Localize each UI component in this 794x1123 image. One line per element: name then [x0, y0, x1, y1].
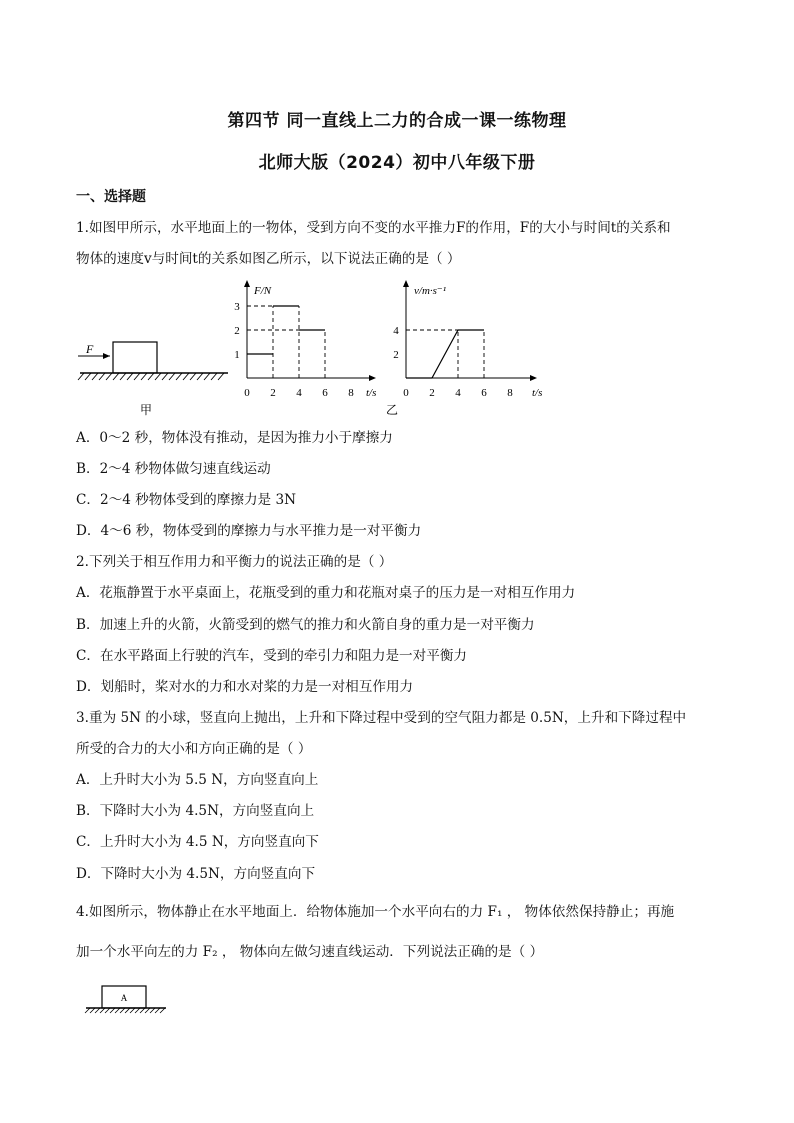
hatch-mark [218, 373, 224, 380]
ground-hatching [78, 373, 224, 380]
graph-v-segment [432, 330, 458, 378]
hatch-mark [110, 1008, 115, 1013]
hatch-mark [155, 373, 161, 380]
q1-option-a[interactable]: A．0～2 秒，物体没有推动，是因为推力小于摩擦力 [76, 430, 393, 446]
hatch-mark [127, 373, 133, 380]
hatch-mark [140, 1008, 145, 1013]
hatch-mark [99, 373, 105, 380]
figure-jia [78, 342, 228, 417]
hatch-mark [162, 373, 168, 380]
graph-v-y-tick-label: 4 [393, 325, 399, 337]
graph-v-ylabel: v/m·s⁻¹ [414, 285, 447, 297]
caption-jia: 甲 [139, 403, 153, 417]
q2-stem: 2.下列关于相互作用力和平衡力的说法正确的是（ ） [76, 554, 393, 570]
hatch-mark [105, 1008, 110, 1013]
graph-v-y-arrow-icon [403, 280, 409, 287]
graph-v-x-tick-label: 8 [507, 387, 513, 399]
graph-f-y-tick-label: 3 [234, 301, 240, 313]
graph-velocity-time [386, 280, 542, 417]
graph-force-time [234, 280, 376, 399]
graph-f-y-tick-label: 2 [234, 325, 240, 337]
hatch-mark [130, 1008, 135, 1013]
hatch-mark [120, 1008, 125, 1013]
hatch-mark [78, 373, 84, 380]
hatch-mark [141, 373, 147, 380]
force-label: F [86, 342, 94, 356]
section-heading: 一、选择题 [76, 189, 146, 205]
graph-v-y-tick-label: 2 [393, 349, 399, 361]
block-object [113, 342, 157, 373]
hatch-mark [120, 373, 126, 380]
q3-option-c[interactable]: C．上升时大小为 4.5 N，方向竖直向下 [76, 834, 319, 850]
hatch-mark [176, 373, 182, 380]
hatch-mark [190, 373, 196, 380]
hatch-mark [169, 373, 175, 380]
hatch-mark [204, 373, 210, 380]
q1-stem-line1: 1.如图甲所示，水平地面上的一物体，受到方向不变的水平推力F的作用，F的大小与时间t的关系和 [76, 220, 671, 236]
q3-stem-line2: 所受的合力的大小和方向正确的是（ ） [76, 741, 312, 757]
graph-f-ylabel: F/N [254, 285, 272, 297]
hatch-mark [135, 1008, 140, 1013]
q1-figure [70, 276, 560, 422]
graph-v-x-arrow-icon [530, 375, 537, 381]
hatch-mark [95, 1008, 100, 1013]
hatch-mark [183, 373, 189, 380]
hatch-mark [85, 373, 91, 380]
hatch-mark [150, 1008, 155, 1013]
hatch-mark [145, 1008, 150, 1013]
graph-f-xlabel: t/s [366, 387, 377, 399]
q4-figure [84, 982, 174, 1022]
hatch-mark [85, 1008, 90, 1013]
q4-stem-line2: 加一个水平向左的力 F₂ ， 物体向左做匀速直线运动．下列说法正确的是（ ） [76, 944, 544, 960]
graph-v-x-tick-label: 2 [429, 387, 435, 399]
graph-v-x-tick-label: 0 [403, 387, 409, 399]
q1-stem-line2: 物体的速度v与时间t的关系如图乙所示，以下说法正确的是（ ） [76, 251, 461, 267]
hatch-mark [115, 1008, 120, 1013]
q4-ground-hatching [85, 1008, 165, 1013]
hatch-mark [197, 373, 203, 380]
worksheet-title: 第四节 同一直线上二力的合成一课一练物理 [227, 111, 567, 131]
q3-stem-line1: 3.重为 5N 的小球，竖直向上抛出，上升和下降过程中受到的空气阻力都是 0.5N，上升和下降过程中 [76, 710, 687, 726]
q2-option-b[interactable]: B．加速上升的火箭，火箭受到的燃气的推力和火箭自身的重力是一对平衡力 [76, 617, 535, 633]
graph-f-x-tick-label: 6 [322, 387, 328, 399]
q3-option-a[interactable]: A．上升时大小为 5.5 N，方向竖直向上 [76, 772, 319, 788]
graph-v-xlabel: t/s [532, 387, 543, 399]
hatch-mark [211, 373, 217, 380]
hatch-mark [160, 1008, 165, 1013]
graph-v-x-tick-label: 6 [481, 387, 487, 399]
hatch-mark [155, 1008, 160, 1013]
q3-option-b[interactable]: B．下降时大小为 4.5N，方向竖直向上 [76, 803, 315, 819]
q2-option-d[interactable]: D．划船时，桨对水的力和水对桨的力是一对相互作用力 [76, 679, 414, 695]
hatch-mark [106, 373, 112, 380]
hatch-mark [113, 373, 119, 380]
caption-yi: 乙 [385, 403, 399, 417]
graph-f-x-tick-label: 8 [348, 387, 354, 399]
graph-f-x-tick-label: 0 [244, 387, 250, 399]
hatch-mark [90, 1008, 95, 1013]
q1-option-b[interactable]: B．2～4 秒物体做匀速直线运动 [76, 461, 271, 477]
hatch-mark [125, 1008, 130, 1013]
graph-f-x-tick-label: 4 [296, 387, 302, 399]
hatch-mark [100, 1008, 105, 1013]
q2-option-a[interactable]: A．花瓶静置于水平桌面上，花瓶受到的重力和花瓶对桌子的压力是一对相互作用力 [76, 585, 576, 601]
block-a-label: A [120, 993, 128, 1003]
q3-option-d[interactable]: D．下降时大小为 4.5N，方向竖直向下 [76, 866, 316, 882]
hatch-mark [148, 373, 154, 380]
hatch-mark [134, 373, 140, 380]
q2-option-c[interactable]: C．在水平路面上行驶的汽车，受到的牵引力和阻力是一对平衡力 [76, 648, 468, 664]
q4-stem-line1: 4.如图所示，物体静止在水平地面上．给物体施加一个水平向右的力 F₁ ， 物体依然保持静止；再施 [76, 904, 675, 920]
graph-f-y-tick-label: 1 [234, 349, 240, 361]
graph-v-x-tick-label: 4 [455, 387, 461, 399]
graph-f-y-arrow-icon [244, 280, 250, 287]
q1-option-c[interactable]: C．2～4 秒物体受到的摩擦力是 3N [76, 492, 297, 508]
worksheet-subtitle: 北师大版（2024）初中八年级下册 [258, 153, 536, 173]
force-arrowhead-icon [103, 353, 110, 359]
q1-option-d[interactable]: D．4～6 秒，物体受到的摩擦力与水平推力是一对平衡力 [76, 523, 422, 539]
graph-f-x-arrow-icon [369, 375, 376, 381]
graph-f-x-tick-label: 2 [270, 387, 276, 399]
hatch-mark [92, 373, 98, 380]
